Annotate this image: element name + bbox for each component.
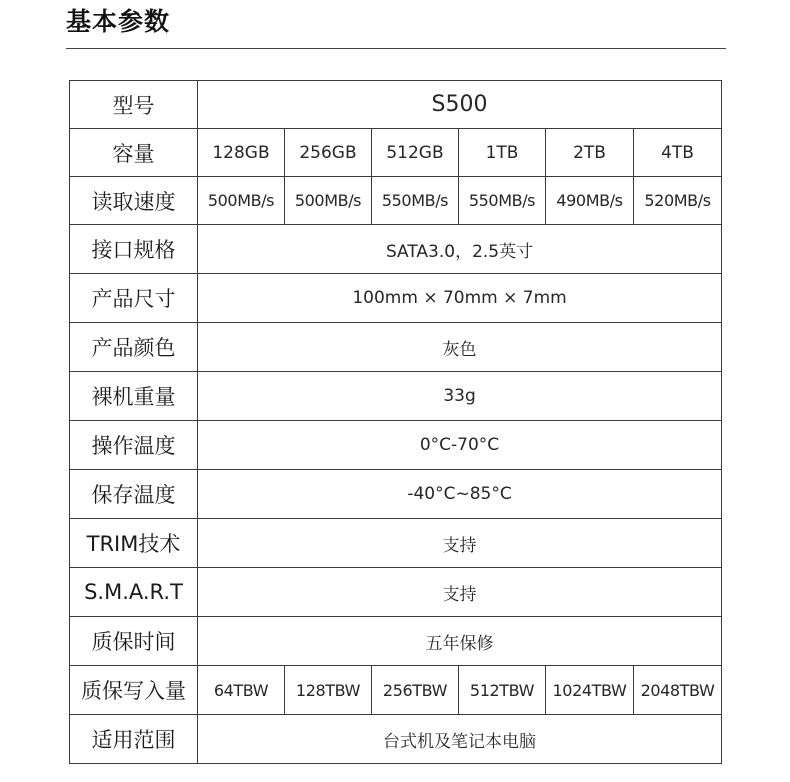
row-capacity [70,129,722,177]
row-trim [70,519,722,568]
label-storage-temp: 保存温度 [70,470,198,519]
label-interface: 接口规格 [70,225,198,274]
title-divider [66,48,726,49]
tbw-cell: 64TBW [198,666,285,715]
label-usage: 适用范围 [70,715,198,764]
value-warranty: 五年保修 [198,617,722,666]
row-tbw [70,666,722,715]
label-color: 产品颜色 [70,323,198,372]
read-speed-cell: 550MB/s [372,177,459,225]
value-model: S500 [198,81,722,129]
value-interface: SATA3.0，2.5英寸 [198,225,722,274]
value-weight: 33g [198,372,722,421]
tbw-cell: 2048TBW [634,666,722,715]
label-op-temp: 操作温度 [70,421,198,470]
value-storage-temp: -40°C~85°C [198,470,722,519]
read-speed-cell: 550MB/s [459,177,546,225]
tbw-cell: 128TBW [285,666,372,715]
label-tbw: 质保写入量 [70,666,198,715]
value-usage: 台式机及笔记本电脑 [198,715,722,764]
label-warranty: 质保时间 [70,617,198,666]
value-size: 100mm × 70mm × 7mm [198,274,722,323]
row-interface [70,225,722,274]
label-model: 型号 [70,81,198,129]
label-smart: S.M.A.R.T [70,568,198,617]
value-color: 灰色 [198,323,722,372]
label-trim: TRIM技术 [70,519,198,568]
row-smart [70,568,722,617]
capacity-cell: 2TB [546,129,634,177]
spec-table [69,80,722,764]
value-trim: 支持 [198,519,722,568]
row-weight [70,372,722,421]
row-storage-temp [70,470,722,519]
label-size: 产品尺寸 [70,274,198,323]
row-op-temp [70,421,722,470]
row-usage [70,715,722,764]
section-title: 基本参数 [66,7,171,36]
value-smart: 支持 [198,568,722,617]
tbw-cell: 1024TBW [546,666,634,715]
row-read-speed [70,177,722,225]
label-read-speed: 读取速度 [70,177,198,225]
row-size [70,274,722,323]
tbw-cell: 512TBW [459,666,546,715]
capacity-cell: 4TB [634,129,722,177]
read-speed-cell: 490MB/s [546,177,634,225]
read-speed-cell: 520MB/s [634,177,722,225]
capacity-cell: 128GB [198,129,285,177]
read-speed-cell: 500MB/s [198,177,285,225]
row-color [70,323,722,372]
capacity-cell: 512GB [372,129,459,177]
row-model [70,81,722,129]
label-weight: 裸机重量 [70,372,198,421]
capacity-cell: 256GB [285,129,372,177]
read-speed-cell: 500MB/s [285,177,372,225]
capacity-cell: 1TB [459,129,546,177]
row-warranty [70,617,722,666]
tbw-cell: 256TBW [372,666,459,715]
label-capacity: 容量 [70,129,198,177]
value-op-temp: 0°C-70°C [198,421,722,470]
